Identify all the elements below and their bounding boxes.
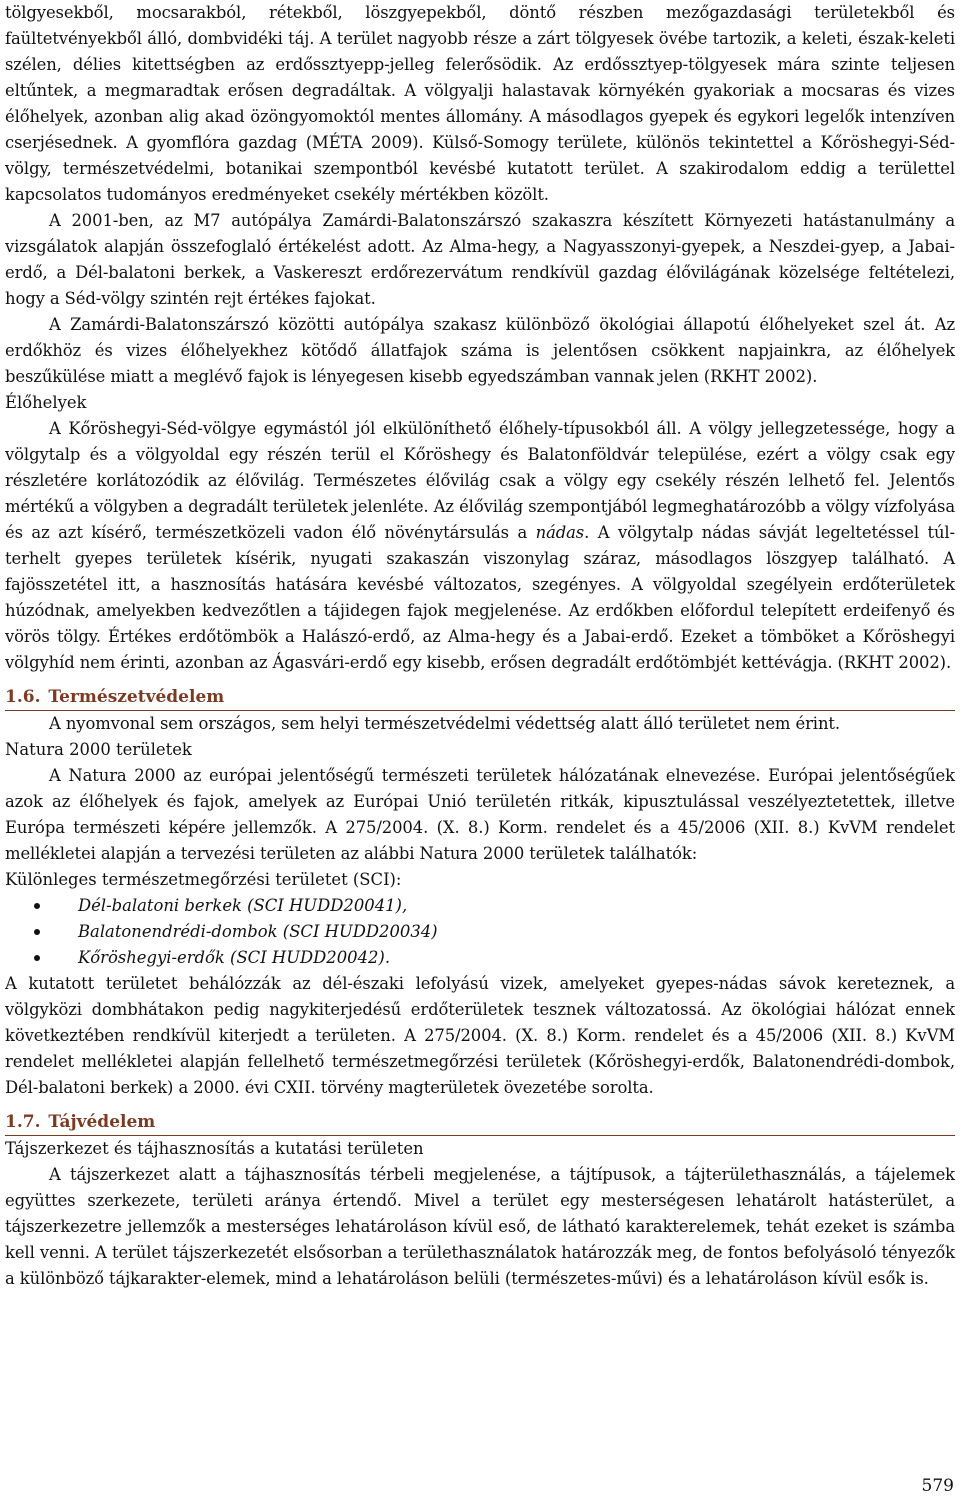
section-title: Tájvédelem <box>48 1112 156 1132</box>
subheading-landscape-structure: Tájszerkezet és tájhasznosítás a kutatási területen <box>5 1139 424 1158</box>
habitat-text-part1: A Kőröshegyi-Séd-völgye egymástól jól elkülöníthető élőhely-típusokból áll. A völgy jellegzetessége, hogy a völgytalp és a völgyoldal egy részén terül el Kőröshegy és Balatonföldvár települése, ezért a völgy csak egy részletére korlátozódik az élővilág. Természetes élővilág csak a völgy egy csekély részén lelhető fel. Jelentős mértékű a völgyben a degradált területek jelenléte. Az élővilág szempontjából legmeghatározóbb a völgy vízfolyása és az azt kísérő, természetközeli vadon élő növénytársulás a <box>5 419 955 542</box>
page-number: 579 <box>921 1476 954 1496</box>
sci-list-title: Különleges természetmegőrzési területet (SCI): <box>5 870 402 889</box>
paragraph-natura-2000: A Natura 2000 az európai jelentőségű természeti területek hálózatának elnevezése. Európai jelentőségűek azok az élőhelyek és fajok, amelyek az Európai Unió területén ritkák, kipusztulással veszélyeztetettek, illetve Európa természeti képére jellemzők. A 275/2004. (X. 8.) Korm. rendelet és a 45/2006 (XII. 8.) KvVM rendelet mellékletei alapján a tervezési területen az alábbi Natura 2000 területek találhatók: <box>5 766 955 863</box>
paragraph-highway-habitats: A Zamárdi-Balatonszárszó közötti autópálya szakasz különböző ökológiai állapotú élőhelyeket szel át. Az erdőkhöz és vizes élőhelyekhez kötődő állatfajok száma is jelentősen csökkent napjainkra, az élőhelyek beszűkülése miatt a meglévő fajok is lényegesen kisebb egyedszámban vannak jelen (RKHT 2002). <box>5 315 955 386</box>
section-number: 1.7. <box>5 1112 41 1132</box>
subheading-natura-2000: Natura 2000 területek <box>5 740 192 759</box>
paragraph-ecological-network: A kutatott területet behálózzák az dél-északi lefolyású vizek, amelyeket gyepes-nádas sávok kereteznek, a völgyközi dombhátakon pedig nagykiterjedésű erdőterületek tesznek változatossá. Az ökológiai hálózat ennek következtében rendkívül kiterjedt a területen. A 275/2004. (X. 8.) Korm. rendelet és a 45/2006 (XII. 8.) KvVM rendelet mellékletei alapján fellelhető természetmegőrzési területek (Kőröshegyi-erdők, Balatonendrédi-dombok, Dél-balatoni berkek) a 2000. évi CXII. törvény magterületek övezetébe sorolta. <box>5 974 955 1097</box>
paragraph-habitat-types <box>5 416 955 676</box>
list-item: Kőröshegyi-erdők (SCI HUDD20042). <box>78 945 955 971</box>
paragraph-impact-study: A 2001-ben, az M7 autópálya Zamárdi-Balatonszárszó szakaszra készített Környezeti hatástanulmány a vizsgálatok alapján összefoglaló értékelést adott. Az Alma-hegy, a Nagyasszonyi-gyepek, a Neszdei-gyep, a Jabai-erdő, a Dél-balatoni berkek, a Vaskereszt erdőrezervátum rendkívül gazdag élővilágának közelsége feltételezi, hogy a Séd-völgy szintén rejt értékes fajokat. <box>5 211 955 308</box>
paragraph-landscape-description: tölgyesekből, mocsarakból, rétekből, löszgyepekből, döntő részben mezőgazdasági területekből és faültetvényekből álló, dombvidéki táj. A terület nagyobb része a zárt tölgyesek övébe tartozik, a keleti, észak-keleti szélen, délies kitettségben az erdőssztyepp-jelleg felerősödik. Az erdőssztyep-tölgyesek mára szinte teljesen eltűntek, a megmaradtak erősen degradáltak. A völgyalji halastavak környékén gyakoriak a mocsaras és vizes élőhelyek, azonban alig akad özöngyomoktól mentes állomány. A másodlagos gyepek és egykori legelők intenzíven cserjésednek. A gyomflóra gazdag (MÉTA 2009). Külső-Somogy területe, különös tekintettel a Kőröshegyi-Séd-völgy, természetvédelmi, botanikai szempontból kevésbé kutatott terület. A szakirodalom eddig a területtel kapcsolatos tudományos eredményeket csekély mértékben közölt. <box>5 3 955 204</box>
paragraph-landscape-structure: A tájszerkezet alatt a tájhasznosítás térbeli megjelenése, a tájtípusok, a tájterülethasználás, a tájelemek együttes szerkezete, területi aránya értendő. Mivel a terület egy mesterségesen lehatárolt hatásterület, a tájszerkezetre jellemzők a mesterséges lehatároláson kívül eső, de látható karakterelemek, tehát ezeket is számba kell venni. A terület tájszerkezetét elsősorban a területhasználatok határozzák meg, de fontos befolyásoló tényezők a különböző tájkarakter-elemek, mind a lehatároláson belüli (természetes-művi) és a lehatároláson kívül esők is. <box>5 1165 955 1288</box>
list-item: Dél-balatoni berkek (SCI HUDD20041), <box>78 893 955 919</box>
paragraph-protection-status: A nyomvonal sem országos, sem helyi természetvédelmi védettség alatt álló területet nem érint. <box>49 714 841 733</box>
habitat-text-italic: nádas <box>535 523 585 542</box>
subheading-habitats: Élőhelyek <box>5 393 87 412</box>
habitat-text-part2: . A völgytalp nádas sávját legeltetéssel túl-terhelt gyepes területek kísérik, nyugati szakaszán viszonylag száraz, másodlagos löszgyep található. A fajösszetétel itt, a hasznosítás hatására kevésbé változatos, szegényes. A völgyoldal szegélyein erdőterületek húzódnak, amelyekben kedvezőtlen a tájidegen fajok megjelenése. Az erdőkben előfordul telepített erdeifenyő és vörös tölgy. Értékes erdőtömbök a Halászó-erdő, az Alma-hegy és a Jabai-erdő. Ezeket a tömböket a Kőröshegyi völgyhíd nem érinti, azonban az Ágasvári-erdő egy kisebb, erősen degradált erdőtömbjét kettévágja. (RKHT 2002). <box>5 523 955 672</box>
section-title: Természetvédelem <box>48 687 225 707</box>
section-number: 1.6. <box>5 687 41 707</box>
list-item: Balatonendrédi-dombok (SCI HUDD20034) <box>78 919 955 945</box>
sci-list <box>5 893 955 971</box>
section-heading-nature-conservation <box>5 684 955 711</box>
section-heading-landscape-protection <box>5 1109 955 1136</box>
